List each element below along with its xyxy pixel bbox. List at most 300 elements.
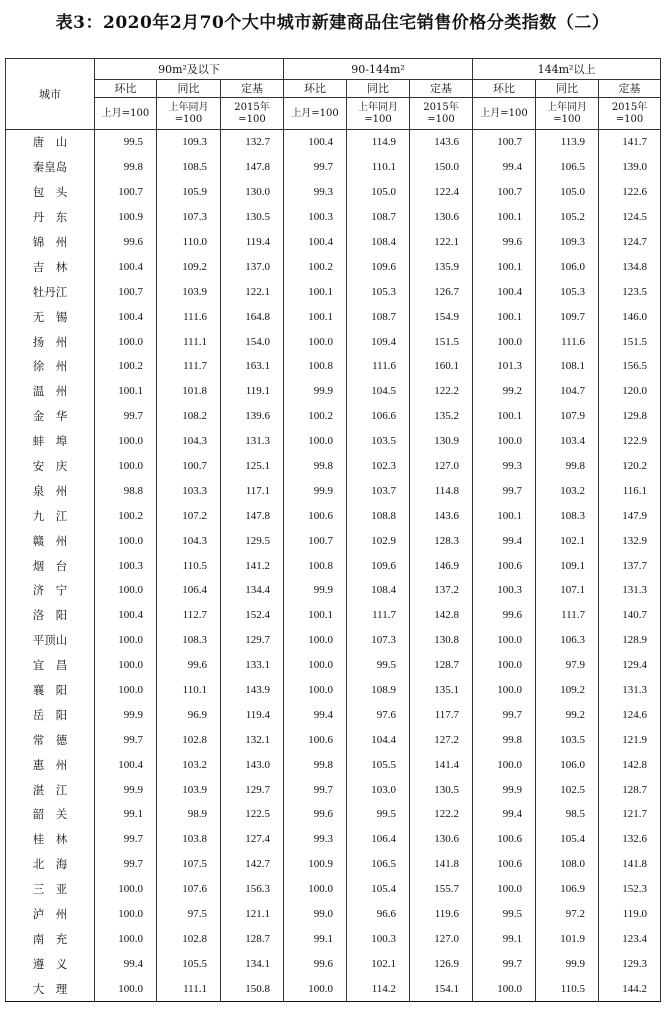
table-row [6, 404, 661, 429]
value-cell: 127.2 [410, 727, 473, 752]
value-cell: 100.0 [473, 429, 536, 454]
value-cell: 100.0 [473, 628, 536, 653]
value-cell: 100.6 [473, 827, 536, 852]
value-cell: 99.4 [473, 528, 536, 553]
value-cell: 154.1 [410, 976, 473, 1001]
value-cell: 150.0 [410, 155, 473, 180]
value-cell: 102.8 [157, 727, 221, 752]
value-cell: 132.1 [221, 727, 284, 752]
value-cell: 100.7 [473, 180, 536, 205]
value-cell: 100.6 [473, 553, 536, 578]
table-row [6, 528, 661, 553]
value-cell: 122.4 [410, 180, 473, 205]
value-cell: 141.8 [599, 852, 661, 877]
table-row [6, 927, 661, 952]
value-cell: 99.3 [284, 180, 347, 205]
value-cell: 100.0 [284, 877, 347, 902]
value-cell: 100.0 [95, 902, 157, 927]
value-cell: 98.9 [157, 802, 221, 827]
value-cell: 100.0 [473, 653, 536, 678]
table-body [6, 130, 661, 1002]
value-cell: 100.0 [284, 628, 347, 653]
city-cell: 唐 山 [6, 130, 95, 155]
value-cell: 141.8 [410, 852, 473, 877]
table-row [6, 379, 661, 404]
value-cell: 127.0 [410, 927, 473, 952]
value-cell: 131.3 [599, 678, 661, 703]
value-cell: 99.9 [284, 478, 347, 503]
table-row [6, 727, 661, 752]
value-cell: 100.3 [473, 578, 536, 603]
value-cell: 106.0 [536, 254, 599, 279]
value-cell: 99.0 [284, 902, 347, 927]
value-cell: 117.7 [410, 702, 473, 727]
value-cell: 100.0 [284, 429, 347, 454]
value-cell: 100.9 [284, 852, 347, 877]
value-cell: 100.8 [284, 354, 347, 379]
value-cell: 100.0 [284, 653, 347, 678]
value-cell: 123.4 [599, 927, 661, 952]
city-cell: 吉 林 [6, 254, 95, 279]
value-cell: 126.7 [410, 279, 473, 304]
value-cell: 108.4 [347, 230, 410, 255]
value-cell: 137.7 [599, 553, 661, 578]
value-cell: 108.7 [347, 304, 410, 329]
value-cell: 143.6 [410, 503, 473, 528]
base-header: 上月=100 [473, 98, 536, 130]
group-header: 90m²及以下 [95, 59, 284, 80]
value-cell: 97.6 [347, 702, 410, 727]
value-cell: 147.8 [221, 155, 284, 180]
table-row [6, 603, 661, 628]
metric-header: 定基 [221, 80, 284, 98]
value-cell: 128.7 [221, 927, 284, 952]
value-cell: 109.2 [536, 678, 599, 703]
value-cell: 101.9 [536, 927, 599, 952]
value-cell: 100.1 [473, 503, 536, 528]
value-cell: 103.9 [157, 777, 221, 802]
value-cell: 130.8 [410, 628, 473, 653]
value-cell: 99.7 [284, 777, 347, 802]
value-cell: 106.3 [536, 628, 599, 653]
value-cell: 109.3 [157, 130, 221, 155]
value-cell: 99.8 [284, 752, 347, 777]
value-cell: 107.3 [347, 628, 410, 653]
value-cell: 99.1 [95, 802, 157, 827]
value-cell: 121.9 [599, 727, 661, 752]
value-cell: 108.1 [536, 354, 599, 379]
value-cell: 106.0 [536, 752, 599, 777]
value-cell: 125.1 [221, 454, 284, 479]
value-cell: 106.4 [347, 827, 410, 852]
table-row [6, 902, 661, 927]
value-cell: 151.5 [410, 329, 473, 354]
value-cell: 154.9 [410, 304, 473, 329]
value-cell: 127.0 [410, 454, 473, 479]
table-row [6, 877, 661, 902]
value-cell: 99.7 [95, 404, 157, 429]
value-cell: 105.3 [347, 279, 410, 304]
value-cell: 103.0 [347, 777, 410, 802]
value-cell: 103.7 [347, 478, 410, 503]
value-cell: 100.2 [95, 354, 157, 379]
value-cell: 106.5 [536, 155, 599, 180]
value-cell: 100.7 [95, 180, 157, 205]
value-cell: 100.0 [95, 578, 157, 603]
city-column-header: 城市 [6, 59, 95, 130]
metric-header: 定基 [410, 80, 473, 98]
table-row [6, 976, 661, 1001]
value-cell: 99.9 [473, 777, 536, 802]
value-cell: 99.2 [473, 379, 536, 404]
value-cell: 99.5 [347, 802, 410, 827]
city-cell: 济 宁 [6, 578, 95, 603]
city-cell: 赣 州 [6, 528, 95, 553]
value-cell: 120.2 [599, 454, 661, 479]
metric-header: 同比 [536, 80, 599, 98]
value-cell: 105.9 [157, 180, 221, 205]
value-cell: 99.7 [473, 478, 536, 503]
table-header [6, 59, 661, 130]
city-cell: 徐 州 [6, 354, 95, 379]
table-row [6, 777, 661, 802]
base-header: 上年同月=100 [347, 98, 410, 130]
value-cell: 105.4 [347, 877, 410, 902]
value-cell: 100.4 [95, 254, 157, 279]
city-cell: 湛 江 [6, 777, 95, 802]
value-cell: 101.3 [473, 354, 536, 379]
value-cell: 100.3 [347, 927, 410, 952]
value-cell: 98.8 [95, 478, 157, 503]
value-cell: 99.6 [95, 230, 157, 255]
table-row [6, 578, 661, 603]
value-cell: 105.4 [536, 827, 599, 852]
value-cell: 128.3 [410, 528, 473, 553]
value-cell: 100.8 [284, 553, 347, 578]
value-cell: 142.7 [221, 852, 284, 877]
value-cell: 99.9 [95, 702, 157, 727]
city-cell: 桂 林 [6, 827, 95, 852]
value-cell: 108.5 [157, 155, 221, 180]
group-header: 144m²以上 [473, 59, 661, 80]
value-cell: 134.4 [221, 578, 284, 603]
value-cell: 99.3 [473, 454, 536, 479]
value-cell: 103.5 [347, 429, 410, 454]
value-cell: 107.3 [157, 205, 221, 230]
value-cell: 100.4 [473, 279, 536, 304]
city-cell: 无 锡 [6, 304, 95, 329]
value-cell: 152.3 [599, 877, 661, 902]
value-cell: 147.9 [599, 503, 661, 528]
table-row [6, 653, 661, 678]
value-cell: 130.5 [221, 205, 284, 230]
base-header: 上年同月=100 [536, 98, 599, 130]
value-cell: 103.4 [536, 429, 599, 454]
value-cell: 99.9 [536, 951, 599, 976]
value-cell: 100.0 [473, 329, 536, 354]
city-cell: 安 庆 [6, 454, 95, 479]
table-row [6, 180, 661, 205]
value-cell: 127.4 [221, 827, 284, 852]
value-cell: 122.1 [221, 279, 284, 304]
value-cell: 96.6 [347, 902, 410, 927]
value-cell: 143.6 [410, 130, 473, 155]
table-row [6, 354, 661, 379]
value-cell: 99.8 [536, 454, 599, 479]
value-cell: 107.5 [157, 852, 221, 877]
value-cell: 103.5 [536, 727, 599, 752]
table-row [6, 678, 661, 703]
value-cell: 100.0 [95, 877, 157, 902]
value-cell: 103.2 [536, 478, 599, 503]
value-cell: 99.6 [473, 603, 536, 628]
value-cell: 100.1 [473, 304, 536, 329]
value-cell: 141.4 [410, 752, 473, 777]
value-cell: 103.8 [157, 827, 221, 852]
value-cell: 104.3 [157, 528, 221, 553]
value-cell: 105.2 [536, 205, 599, 230]
value-cell: 100.0 [95, 454, 157, 479]
value-cell: 140.7 [599, 603, 661, 628]
table-row [6, 852, 661, 877]
value-cell: 100.7 [284, 528, 347, 553]
value-cell: 109.2 [157, 254, 221, 279]
value-cell: 108.4 [347, 578, 410, 603]
table-row [6, 329, 661, 354]
value-cell: 99.5 [95, 130, 157, 155]
city-cell: 蚌 埠 [6, 429, 95, 454]
base-header: 上月=100 [284, 98, 347, 130]
value-cell: 122.2 [410, 379, 473, 404]
value-cell: 128.7 [410, 653, 473, 678]
value-cell: 132.7 [221, 130, 284, 155]
table-row [6, 230, 661, 255]
value-cell: 123.5 [599, 279, 661, 304]
value-cell: 105.3 [536, 279, 599, 304]
value-cell: 110.5 [157, 553, 221, 578]
value-cell: 121.7 [599, 802, 661, 827]
table-row [6, 254, 661, 279]
value-cell: 108.9 [347, 678, 410, 703]
value-cell: 130.9 [410, 429, 473, 454]
value-cell: 119.1 [221, 379, 284, 404]
value-cell: 151.5 [599, 329, 661, 354]
value-cell: 120.0 [599, 379, 661, 404]
value-cell: 109.4 [347, 329, 410, 354]
value-cell: 137.0 [221, 254, 284, 279]
value-cell: 128.9 [599, 628, 661, 653]
metric-header: 环比 [95, 80, 157, 98]
value-cell: 124.6 [599, 702, 661, 727]
value-cell: 163.1 [221, 354, 284, 379]
value-cell: 100.0 [473, 752, 536, 777]
value-cell: 107.1 [536, 578, 599, 603]
value-cell: 130.5 [410, 777, 473, 802]
city-cell: 锦 州 [6, 230, 95, 255]
value-cell: 126.9 [410, 951, 473, 976]
value-cell: 99.6 [284, 802, 347, 827]
value-cell: 109.6 [347, 553, 410, 578]
value-cell: 122.6 [599, 180, 661, 205]
value-cell: 129.5 [221, 528, 284, 553]
city-cell: 九 江 [6, 503, 95, 528]
value-cell: 108.0 [536, 852, 599, 877]
city-cell: 扬 州 [6, 329, 95, 354]
value-cell: 99.3 [284, 827, 347, 852]
value-cell: 101.8 [157, 379, 221, 404]
value-cell: 99.8 [95, 155, 157, 180]
value-cell: 135.1 [410, 678, 473, 703]
value-cell: 135.2 [410, 404, 473, 429]
value-cell: 112.7 [157, 603, 221, 628]
city-cell: 泉 州 [6, 478, 95, 503]
value-cell: 99.7 [95, 852, 157, 877]
city-cell: 平顶山 [6, 628, 95, 653]
value-cell: 100.6 [284, 727, 347, 752]
value-cell: 111.6 [157, 304, 221, 329]
value-cell: 100.7 [95, 279, 157, 304]
value-cell: 100.6 [473, 852, 536, 877]
value-cell: 100.4 [284, 230, 347, 255]
value-cell: 111.7 [536, 603, 599, 628]
value-cell: 106.5 [347, 852, 410, 877]
base-header: 2015年=100 [410, 98, 473, 130]
value-cell: 96.9 [157, 702, 221, 727]
value-cell: 122.9 [599, 429, 661, 454]
value-cell: 119.6 [410, 902, 473, 927]
value-cell: 110.1 [157, 678, 221, 703]
value-cell: 99.7 [473, 951, 536, 976]
value-cell: 121.1 [221, 902, 284, 927]
value-cell: 111.1 [157, 976, 221, 1001]
value-cell: 146.0 [599, 304, 661, 329]
table-row [6, 130, 661, 155]
table-row [6, 628, 661, 653]
value-cell: 109.1 [536, 553, 599, 578]
value-cell: 135.9 [410, 254, 473, 279]
value-cell: 134.8 [599, 254, 661, 279]
value-cell: 119.4 [221, 230, 284, 255]
value-cell: 100.3 [95, 553, 157, 578]
value-cell: 100.2 [284, 404, 347, 429]
base-header: 2015年=100 [221, 98, 284, 130]
value-cell: 99.4 [473, 802, 536, 827]
value-cell: 152.4 [221, 603, 284, 628]
value-cell: 113.9 [536, 130, 599, 155]
value-cell: 104.5 [347, 379, 410, 404]
value-cell: 139.0 [599, 155, 661, 180]
table-row [6, 951, 661, 976]
value-cell: 114.8 [410, 478, 473, 503]
value-cell: 104.7 [536, 379, 599, 404]
value-cell: 99.2 [536, 702, 599, 727]
value-cell: 131.3 [221, 429, 284, 454]
value-cell: 100.0 [473, 678, 536, 703]
value-cell: 106.6 [347, 404, 410, 429]
value-cell: 141.7 [599, 130, 661, 155]
value-cell: 109.3 [536, 230, 599, 255]
value-cell: 99.6 [284, 951, 347, 976]
value-cell: 99.4 [473, 155, 536, 180]
city-cell: 烟 台 [6, 553, 95, 578]
price-index-table [5, 58, 661, 1002]
value-cell: 100.6 [284, 503, 347, 528]
value-cell: 116.1 [599, 478, 661, 503]
value-cell: 108.8 [347, 503, 410, 528]
value-cell: 99.7 [95, 727, 157, 752]
value-cell: 100.0 [473, 877, 536, 902]
value-cell: 99.8 [284, 454, 347, 479]
value-cell: 107.9 [536, 404, 599, 429]
value-cell: 106.4 [157, 578, 221, 603]
value-cell: 110.0 [157, 230, 221, 255]
metric-header: 同比 [347, 80, 410, 98]
value-cell: 105.5 [347, 752, 410, 777]
value-cell: 156.5 [599, 354, 661, 379]
value-cell: 99.9 [95, 777, 157, 802]
table-row [6, 205, 661, 230]
value-cell: 133.1 [221, 653, 284, 678]
city-cell: 牡丹江 [6, 279, 95, 304]
metric-header: 环比 [473, 80, 536, 98]
value-cell: 143.0 [221, 752, 284, 777]
value-cell: 100.1 [473, 404, 536, 429]
base-header: 上年同月=100 [157, 98, 221, 130]
table-row [6, 429, 661, 454]
base-header: 上月=100 [95, 98, 157, 130]
value-cell: 97.9 [536, 653, 599, 678]
value-cell: 99.7 [95, 827, 157, 852]
value-cell: 122.5 [221, 802, 284, 827]
table-row [6, 827, 661, 852]
value-cell: 104.3 [157, 429, 221, 454]
value-cell: 103.2 [157, 752, 221, 777]
value-cell: 102.9 [347, 528, 410, 553]
value-cell: 99.6 [157, 653, 221, 678]
value-cell: 99.8 [473, 727, 536, 752]
value-cell: 143.9 [221, 678, 284, 703]
value-cell: 100.0 [95, 628, 157, 653]
table-row [6, 802, 661, 827]
value-cell: 124.5 [599, 205, 661, 230]
value-cell: 111.7 [157, 354, 221, 379]
table-row [6, 553, 661, 578]
value-cell: 130.0 [221, 180, 284, 205]
value-cell: 111.1 [157, 329, 221, 354]
value-cell: 108.3 [157, 628, 221, 653]
value-cell: 122.1 [410, 230, 473, 255]
value-cell: 132.6 [599, 827, 661, 852]
value-cell: 104.4 [347, 727, 410, 752]
city-cell: 洛 阳 [6, 603, 95, 628]
value-cell: 124.7 [599, 230, 661, 255]
value-cell: 99.6 [473, 230, 536, 255]
value-cell: 111.6 [347, 354, 410, 379]
value-cell: 109.7 [536, 304, 599, 329]
value-cell: 154.0 [221, 329, 284, 354]
value-cell: 99.5 [347, 653, 410, 678]
city-cell: 泸 州 [6, 902, 95, 927]
value-cell: 100.0 [95, 927, 157, 952]
value-cell: 142.8 [599, 752, 661, 777]
table-row [6, 503, 661, 528]
value-cell: 164.8 [221, 304, 284, 329]
value-cell: 129.4 [599, 653, 661, 678]
value-cell: 102.3 [347, 454, 410, 479]
city-cell: 丹 东 [6, 205, 95, 230]
value-cell: 130.6 [410, 205, 473, 230]
page-title: 表3：2020年2月70个大中城市新建商品住宅销售价格分类指数（二） [55, 13, 610, 33]
